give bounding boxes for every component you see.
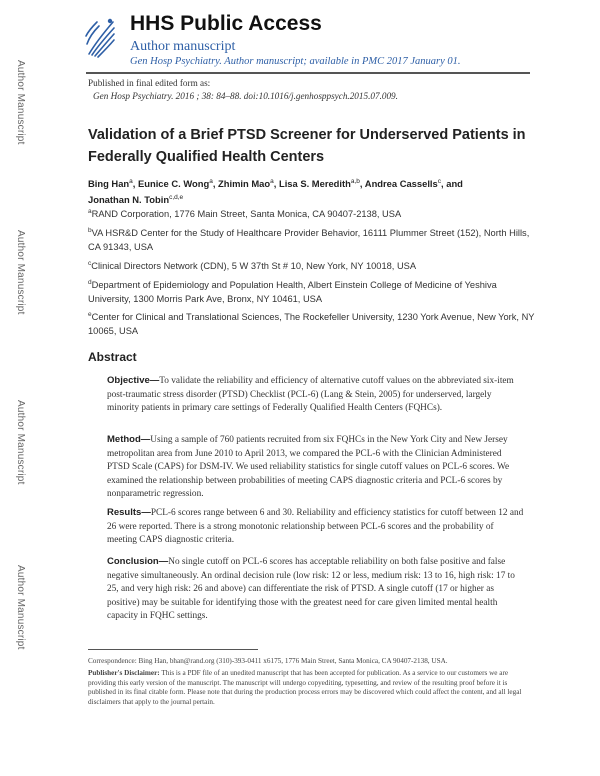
header-journal-line: Gen Hosp Psychiatry. Author manuscript; available in PMC 2017 January 01. [130, 56, 461, 67]
affiliation: $^a$RAND Corporation, 1776 Main Street, Santa Monica, CA 90407-2138, USA [88, 208, 402, 220]
affiliation: $^d$Department of Epidemiology and Population Health, Albert Einstein College of Medicine of Yeshiva University, 1300 Morris Park Ave, Bronx, NY 10461, USA [88, 279, 497, 304]
author-name: Andrea Cassells [364, 178, 438, 190]
abstract-objective: Objective—To validate the reliability and efficiency of alternative cutoff values on the abbreviated six-item post-traumatic stress disorder (PTSD) Checklist (PCL-6) (Lang & Stein, 2005) for underserved, largely minority patients in primary care settings of Federally Qualified Health Centers (FQHCs). [107, 375, 514, 414]
hhs-eagle-logo-icon [83, 14, 117, 62]
article-title: Validation of a Brief PTSD Screener for Underserved Patients in Federally Qualified Health Centers [88, 127, 526, 165]
abstract-method: Method—Using a sample of 760 patients recruited from six FQHCs in the New York City and New Jersey metropolitan area from June 2010 to April 2013, we compared the PCL-6 with the Clinician Administered PTSD Scale (CAPS) for DSM-IV. We used reliability statistics for single cutoff values on PCL-6 scores. We examined the relationship between probabilities of meeting CAPS diagnostic criteria and PCL-6 scores by nonparametric regression. [107, 434, 510, 500]
author-name: Eunice C. Wong [138, 178, 210, 190]
affiliation: $^b$VA HSR&D Center for the Study of Healthcare Provider Behavior, 16111 Plummer Street (152), North Hills, CA 91343, USA [88, 227, 530, 252]
author-name: Bing Han [88, 178, 130, 190]
author-name: Lisa S. Meredith [278, 178, 351, 190]
author-manuscript-side-label: Author Manuscript [15, 60, 26, 145]
publisher-disclaimer: Publisher's Disclaimer: This is a PDF file of an unedited manuscript that has been accepted for publication. As a service to our customers we are providing this early version of the manuscript. The manuscript will undergo copyediting, typesetting, and review of the resulting proof before it is published in its final citable form. Please note that during the production process errors may be discovered which could affect the content, and all legal disclaimers that apply to the journal pertain. [88, 669, 522, 706]
abstract-conclusion: Conclusion—No single cutoff on PCL-6 scores has acceptable reliability on both false positive and false negative simultaneously. An ordinal decision rule (low risk: 12 or less, medium risk: 13 to 16, high risk: 17 to 25, and very high risk: 26 and above) can differentiate the risk of PTSD. A single cutoff (17 or higher as positive) may be suitable for identifying those with the greatest need for care given limited mental health capacity in FQHC settings. [107, 556, 515, 622]
affiliation: $^c$Clinical Directors Network (CDN), 5 W 37th St # 10, New York, NY 10018, USA [88, 260, 417, 272]
correspondence-note: Correspondence: Bing Han, bhan@rand.org (310)-393-0411 x6175, 1776 Main Street, Santa Monica, CA 90407-2138, USA. [88, 657, 448, 665]
publication-citation: Gen Hosp Psychiatry. 2016 ; 38: 84–88. doi:10.1016/j.genhosppsych.2015.07.009. [93, 91, 398, 101]
author-manuscript-side-label: Author Manuscript [15, 230, 26, 315]
publication-info [88, 77, 398, 103]
publication-label: Published in final edited form as: [88, 78, 211, 88]
abstract-heading: Abstract [88, 350, 137, 364]
author-list: Bing Han$^a$, Eunice C. Wong$^a$, Zhimin Mao$^a$, Lisa S. Meredith$^{a,b}$, Andrea Cassells$^c$, and Jonathan N. Tobin$^{c,d,e}$ [88, 178, 463, 206]
header-subtitle: Author manuscript [130, 39, 236, 54]
author-name: Zhimin Mao [218, 178, 271, 190]
header-title: HHS Public Access [130, 12, 322, 35]
header-rule [86, 72, 530, 74]
affiliation: $^e$Center for Clinical and Translational Sciences, The Rockefeller University, 1230 York Avenue, New York, NY 10065, USA [88, 311, 535, 336]
author-manuscript-side-label: Author Manuscript [15, 565, 26, 650]
author-name: Jonathan N. Tobin [88, 194, 170, 206]
footnote-rule [88, 649, 258, 650]
abstract-results: Results—PCL-6 scores range between 6 and 30. Reliability and efficiency statistics for cutoff between 12 and 26 were reported. There is a strong monotonic relationship between PCL-6 scores and the probability of meeting CAPS diagnostic criteria. [107, 507, 524, 546]
author-manuscript-side-label: Author Manuscript [15, 400, 26, 485]
